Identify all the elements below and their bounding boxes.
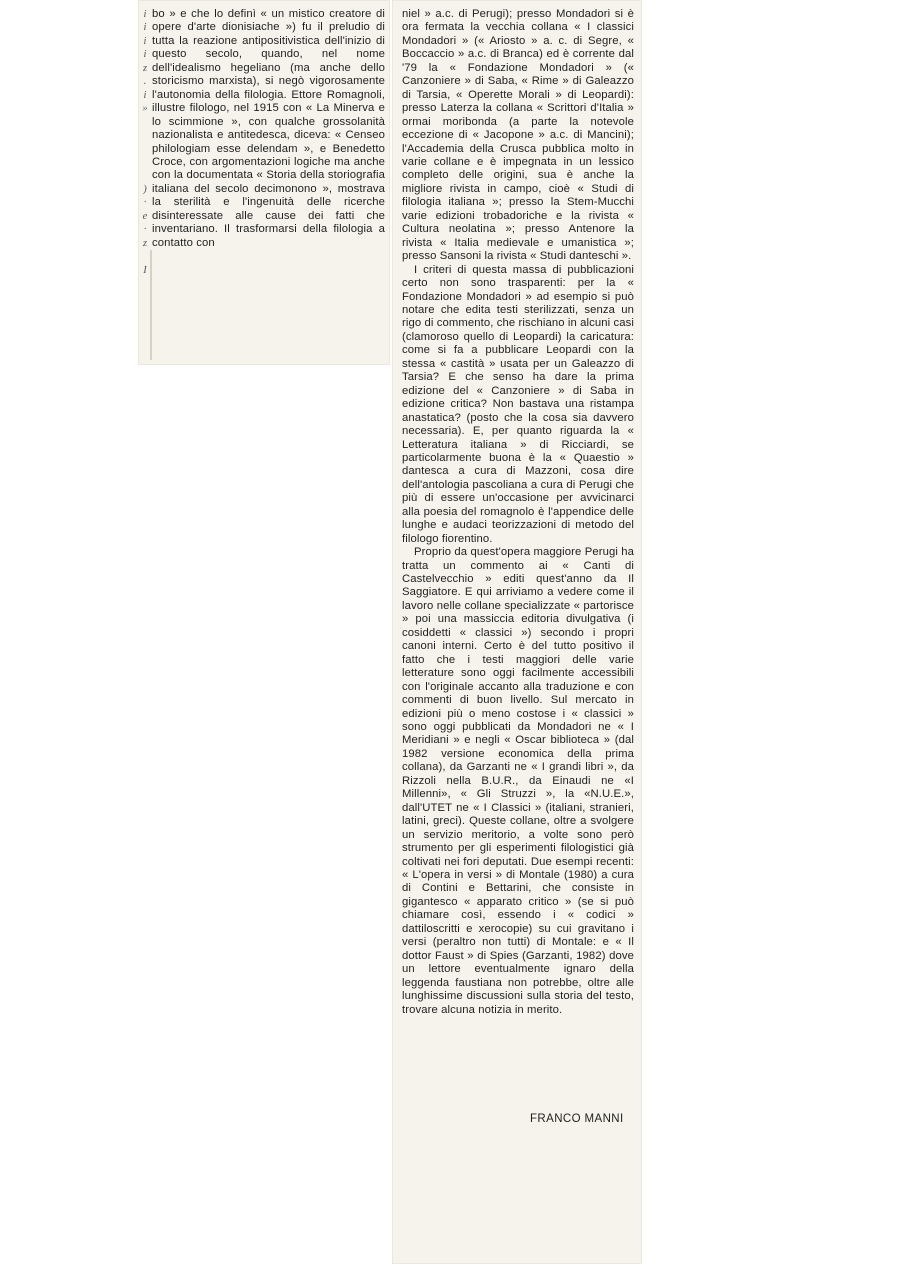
gutter-mark: i [143, 22, 147, 34]
gutter-mark [139, 116, 151, 129]
gutter-mark [139, 143, 151, 156]
gutter-mark: i [143, 35, 147, 47]
gutter-mark: z [142, 237, 148, 249]
gutter-mark: . [143, 76, 147, 88]
article-left-column [152, 8, 385, 250]
gutter-mark: z [142, 62, 148, 74]
gutter-mark: i [143, 89, 147, 101]
article-right-column [402, 8, 634, 1017]
right-paragraph-2: I criteri di questa massa di pubblicazioni certo non sono trasparenti: per la « Fondazione Mondadori » ad esempio si può notare che edita testi sterilizzati, senza un rigo di commento, che rischiano in alcuni casi (clamoroso quello di Leopardi) la caricatura: come si fa a pubblicare Leopardi con la stessa « castità » usata per un Galeazzo di Tarsia? E che senso ha dare la prima edizione del « Canzoniere » di Saba in edizione critica? Non bastava una ristampa anastatica? (posto che la cosa sia davvero necessaria). E, per quanto riguarda la « Letteratura italiana » di Ricciardi, se particolarmente buona è la « Quaestio » dantesca a cura di Mazzoni, cosa dire dell'antologia pascoliana a cura di Perugi che più di essere un'occasione per avvicinarci alla poesia del romagnolo è l'appendice delle lunghe e audaci teorizzazioni di metodo del filologo fiorentino. [402, 263, 634, 545]
gutter-mark: · [143, 197, 147, 209]
gutter-mark [139, 156, 151, 169]
gutter-mark [139, 169, 151, 182]
left-paragraph-1: bo » e che lo definì « un mistico creatore di opere d'arte dionisiache ») fu il preludio di tutta la reazione antipositivistica dell'inizio di questo secolo, quando, nel nome dell'idealismo hegeliano (ma anche dello storicismo marxista), si negò vigorosamente l'autonomia della filologia. Ettore Romagnoli, illustre filologo, nel 1915 con « La Minerva e lo scimmione », con qualche grossolanità nazionalista e antitedesca, diceva: « Censeo philologiam esse delendam », e Benedetto Croce, con argomentazioni logiche ma anche con la documentata « Storia della storiografia italiana del secolo decimonono », mostrava la sterilità e l'ingenuità delle ricerche disinteressate alle cause dei fatti che inventariano. Il trasformarsi della filologia a contatto con [152, 8, 385, 249]
right-paragraph-3: Proprio da quest'opera maggiore Perugi ha tratta un commento ai « Canti di Castelvecchio » editi quest'anno da Il Saggiatore. E qui arriviamo a vedere come il lavoro nelle collane specializzate « partorisce » poi una massiccia editoria divulgativa (i cosiddetti « classici ») secondo i propri canoni interni. Certo è del tutto positivo il fatto che i testi maggiori delle varie letterature sono oggi facilmente accessibili con l'originale accanto alla traduzione e con commenti di buon livello. Sul mercato in edizioni più o meno costose i « classici » sono oggi pubblicati da Mondadori ne « I Meridiani » e negli « Oscar biblioteca » (dal 1982 versione economica della prima collana), da Garzanti ne « I grandi libri », da Rizzoli nella B.U.R., da Einaudi ne «I Millenni», « Gli Struzzi », la «N.U.E.», dall'UTET ne « I Classici » (italiani, stranieri, latini, greci). Queste collane, oltre a svolgere un servizio meritorio, a volte sono però strumento per gli esperimenti filologistici già coltivati nei fori deputati. Due esempi recenti: « L'opera in versi » di Montale (1980) a cura di Contini e Bettarini, che consiste in gigantesco « apparato critico » (se si può chiamare così, essendo i « codici » dattiloscritti e xerocopie) su cui gravitano i versi (peraltro non tutti) di Montale: e « Il dottor Faust » di Spies (Garzanti, 1982) dove un lettore eventualmente ignaro della leggenda faustiana non potrebbe, oltre alle lunghissime discussioni sulla storia del testo, trovare alcuna notizia in merito. [402, 546, 634, 1016]
gutter-mark: e [142, 210, 148, 222]
author-signature: FRANCO MANNI [530, 1113, 624, 1125]
gutter-mark [139, 250, 151, 263]
gutter-mark [139, 129, 151, 142]
gutter-mark: ) [143, 183, 147, 195]
right-paragraph-1: niel » a.c. di Perugi); presso Mondadori si è ora fermata la vecchia collana « I classici Mondadori » (« Ariosto » a. c. di Segre, « Boccaccio » a.c. di Branca) ed è corrente dal '79 la « Fondazione Mondadori » (« Canzoniere » di Saba, « Rime » di Galeazzo di Tarsia, « Operette Morali » di Leopardi): presso Laterza la collana « Scrittori d'Italia » ormai moribonda (a parte la notevole eccezione di « Jacopone » a.c. di Mancini); l'Accademia della Crusca pubblica molto in varie collane e è impegnata in un lessico completo delle origini, sua è anche la migliore rivista in campo, cioè « Studi di filologia italiana »; presso la Stem-Mucchi varie edizioni trobadoriche e la rivista « Cultura neolatina »; presso Antenore la rivista « Italia medievale e umanistica »; presso Sansoni la rivista « Studi danteschi ». [402, 8, 634, 263]
cut-off-gutter-letters [139, 8, 151, 277]
gutter-mark: i [143, 9, 147, 20]
gutter-mark: » [142, 103, 148, 115]
gutter-mark: i [143, 49, 147, 61]
gutter-mark: I [143, 264, 147, 276]
gutter-mark: · [143, 224, 147, 236]
